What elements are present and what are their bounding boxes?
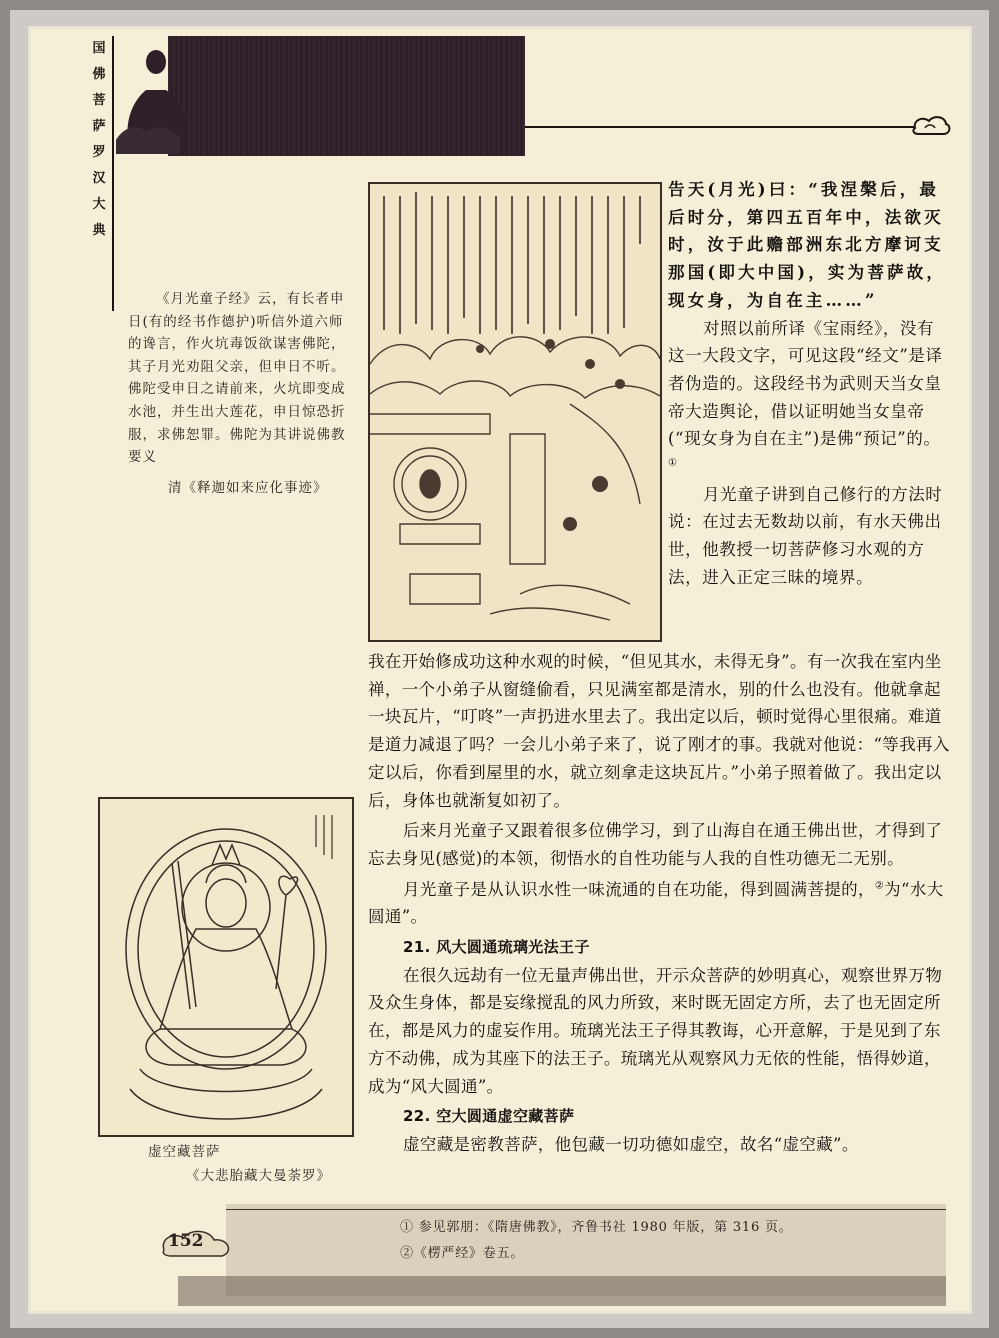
chapter-header-block <box>168 36 525 156</box>
moon-boy-caption: 《月光童子经》云，有长者申日(有的经书作德护)听信外道六师的谗言，作火坑毒饭欲谋害佛陀，其子月光劝阻父亲，但申日不听。佛陀受申日之请前来，火坑即变成水池，并生出大莲花，申日惊恐折服，求佛恕罪。佛陀为其讲说佛教要义 <box>128 291 346 466</box>
series-title-char: 佛 <box>92 67 106 82</box>
wide-text-column <box>368 648 950 1159</box>
paragraph-compare <box>668 315 950 481</box>
cloud-ornament-icon <box>911 114 951 136</box>
series-title-char: 萨 <box>92 119 106 134</box>
paragraph-conclusion <box>368 876 950 931</box>
moon-boy-illustration <box>368 182 662 642</box>
page-number: 152 <box>168 1231 204 1251</box>
woodblock-print-image <box>370 184 660 640</box>
series-title-char: 罗 <box>92 145 106 160</box>
paragraph-practice-b: 我在开始修成功这种水观的时候，“但见其水，未得无身”。有一次我在室内坐禅，一个小弟子从窗缝偷看，只见满室都是清水，别的什么也没有。他就拿起一块瓦片，“叮咚”一声扔进水里去了。我出定以后，顿时觉得心里很痛。难道是道力减退了吗？一会儿小弟子来了，说了刚才的事。我就对他说：“等我再入定以后，你看到屋里的水，就立刻拿走这块瓦片。”小弟子照着做了。我出定以后，身体也就渐复如初了。 <box>368 652 950 810</box>
akasagarbha-illustration <box>98 797 354 1137</box>
footnote-rule <box>226 1209 946 1210</box>
section-heading-21: 21. 风大圆通琉璃光法王子 <box>403 938 590 957</box>
header-rule <box>525 126 915 128</box>
series-title-vertical <box>90 36 108 244</box>
section-heading-22: 22. 空大圆通虚空藏菩萨 <box>403 1107 575 1126</box>
bodhisattva-caption-name: 虚空藏菩萨 <box>148 1144 221 1160</box>
book-page <box>28 26 972 1314</box>
series-title-char: 大 <box>92 197 106 212</box>
buddha-silhouette-icon <box>116 40 216 154</box>
footnote-mark-2: ② <box>874 880 885 892</box>
side-rule <box>112 36 114 311</box>
series-title-char: 典 <box>92 223 106 238</box>
footnote-mark-1: ① <box>668 457 678 469</box>
series-title-char: 菩 <box>92 93 106 108</box>
series-title-char: 汉 <box>92 171 106 186</box>
footer-bar <box>178 1276 946 1306</box>
footnote-2: ②《楞严经》卷五。 <box>400 1246 525 1261</box>
moon-boy-caption-source: 清《释迦如来应化事迹》 <box>168 480 328 496</box>
paragraph-later: 后来月光童子又跟着很多位佛学习，到了山海自在通王佛出世，才得到了忘去身见(感觉)的本领，彻悟水的自性功能与人我的自性功德无二无别。 <box>368 821 943 868</box>
paragraph-compare-text: 对照以前所译《宝雨经》，没有这一大段文字，可见这段“经文”是译者伪造的。这段经书为武则天当女皇帝大造舆论，借以证明她当女皇帝(“现女身为自在主”)是佛“预记”的。 <box>668 318 943 449</box>
sutra-quote: 告天(月光)曰：“我涅槃后，最后时分，第四五百年中，法欲灭时，汝于此赡部洲东北方摩诃支那国(即大中国)，实为菩萨故，现女身，为自在主……” <box>668 180 947 310</box>
series-title-char: 国 <box>92 41 106 56</box>
paragraph-practice-a: 月光童子讲到自己修行的方法时说：在过去无数劫以前，有水天佛出世，他教授一切菩萨修习水观的方法，进入正定三昧的境界。 <box>668 484 943 587</box>
narrow-text-column <box>668 176 950 592</box>
footnote-1: ① 参见郭朋：《隋唐佛教》，齐鲁书社 1980 年版，第 316 页。 <box>400 1220 793 1235</box>
bodhisattva-caption-source: 《大悲胎藏大曼荼罗》 <box>186 1168 331 1184</box>
bodhisattva-line-drawing <box>100 799 352 1135</box>
paragraph-conclusion-text: 月光童子是从认识水性一味流通的自在功能，得到圆满菩提的， <box>403 879 875 899</box>
paragraph-21: 在很久远劫有一位无量声佛出世，开示众菩萨的妙明真心，观察世界万物及众生身体，都是妄缘搅乱的风力所致，来时既无固定方所，去了也无固定所在，都是风力的虚妄作用。琉璃光法王子得其教诲，心开意解，于是见到了东方不动佛，成为其座下的法王子。琉璃光从观察风力无依的性能，悟得妙道，成为“风大圆通”。 <box>368 965 943 1096</box>
paragraph-22: 虚空藏是密教菩萨，他包藏一切功德如虚空，故名“虚空藏”。 <box>403 1134 859 1154</box>
paragraph-conclusion-tail: 为“水大圆通”。 <box>368 879 944 927</box>
